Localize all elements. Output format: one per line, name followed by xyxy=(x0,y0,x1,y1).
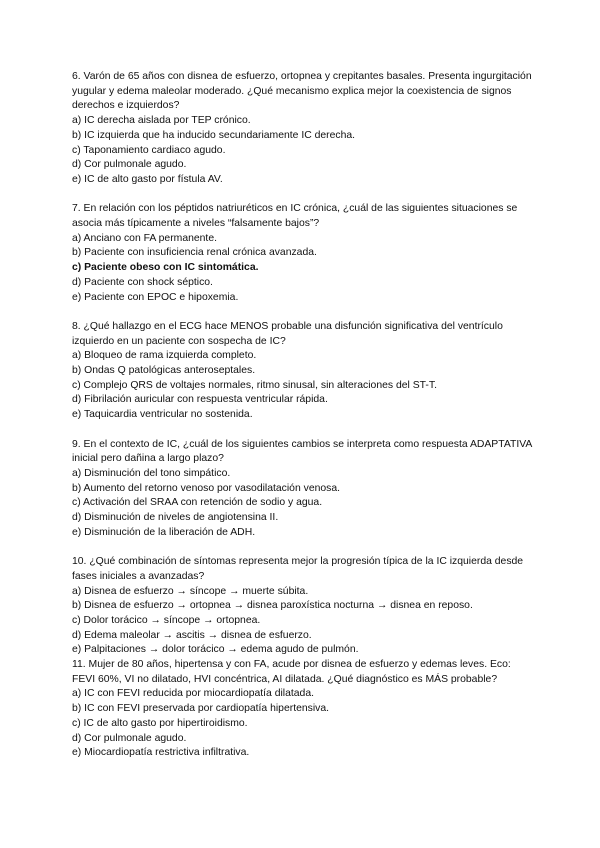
option-c: c) Activación del SRAA con retención de sodio y agua. xyxy=(72,497,323,509)
question-list xyxy=(72,70,532,776)
option-b: b) Aumento del retorno venoso por vasodilatación venosa. xyxy=(72,482,341,494)
option-c: c) Dolor torácico → síncope → ortopnea. xyxy=(72,614,261,626)
question-10 xyxy=(72,555,532,658)
option-c: c) Complejo QRS de voltajes normales, ritmo sinusal, sin alteraciones del ST-T. xyxy=(72,379,437,391)
option-a: a) IC derecha aislada por TEP crónico. xyxy=(72,115,251,127)
option-d: d) Cor pulmonale agudo. xyxy=(72,732,187,744)
option-d: d) Disminución de niveles de angiotensina II. xyxy=(72,512,279,524)
option-d: d) Cor pulmonale agudo. xyxy=(72,159,187,171)
question-stem: 8. ¿Qué hallazgo en el ECG hace MENOS probable una disfunción significativa del ventrículo izquierdo en un paciente con sospecha de IC? xyxy=(72,320,503,347)
option-b: b) Ondas Q patológicas anteroseptales. xyxy=(72,365,256,377)
option-c-highlighted: c) Paciente obeso con IC sintomática. xyxy=(72,262,259,274)
option-b: b) Disnea de esfuerzo → ortopnea → disnea paroxística nocturna → disnea en reposo. xyxy=(72,600,473,612)
question-7 xyxy=(72,202,532,305)
option-b: b) IC izquierda que ha inducido secundariamente IC derecha. xyxy=(72,129,356,141)
option-a: a) Bloqueo de rama izquierda completo. xyxy=(72,350,257,362)
option-e: e) Taquicardia ventricular no sostenida. xyxy=(72,409,253,421)
option-e: e) Miocardiopatía restrictiva infiltrativa. xyxy=(72,747,250,759)
option-c: c) IC de alto gasto por hipertiroidismo. xyxy=(72,717,248,729)
option-a: a) Disnea de esfuerzo → síncope → muerte súbita. xyxy=(72,585,309,597)
option-b: b) Paciente con insuficiencia renal crónica avanzada. xyxy=(72,247,317,259)
option-d: d) Fibrilación auricular con respuesta ventricular rápida. xyxy=(72,394,328,406)
option-a: a) Disminución del tono simpático. xyxy=(72,467,231,479)
question-8 xyxy=(72,320,532,423)
question-stem: 6. Varón de 65 años con disnea de esfuerzo, ortopnea y crepitantes basales. Presenta ingurgitación yugular y edema maleolar moderado. ¿Qué mecanismo explica mejor la coexistencia de signos derechos e izquierdos? xyxy=(72,71,532,112)
option-a: a) IC con FEVI reducida por miocardiopatía dilatada. xyxy=(72,688,314,700)
option-e: e) Paciente con EPOC e hipoxemia. xyxy=(72,291,239,303)
option-e: e) IC de alto gasto por fístula AV. xyxy=(72,173,223,185)
option-b: b) IC con FEVI preservada por cardiopatía hipertensiva. xyxy=(72,703,330,715)
question-stem: 11. Mujer de 80 años, hipertensa y con FA, acude por disnea de esfuerzo y edemas leves. Eco: FEVI 60%, VI no dilatado, HVI concéntrica, AI dilatada. ¿Qué diagnóstico es MÁS probable? xyxy=(72,659,511,685)
question-stem: 10. ¿Qué combinación de síntomas representa mejor la progresión típica de la IC izquierda desde fases iniciales a avanzadas? xyxy=(72,556,524,582)
question-11 xyxy=(72,658,532,761)
option-e: e) Disminución de la liberación de ADH. xyxy=(72,526,256,538)
option-a: a) Anciano con FA permanente. xyxy=(72,232,217,244)
option-e: e) Palpitaciones → dolor torácico → edema agudo de pulmón. xyxy=(72,644,359,656)
question-9 xyxy=(72,438,532,541)
option-d: d) Paciente con shock séptico. xyxy=(72,276,213,288)
option-d: d) Edema maleolar → ascitis → disnea de esfuerzo. xyxy=(72,629,312,641)
option-c: c) Taponamiento cardiaco agudo. xyxy=(72,144,226,156)
question-stem: 7. En relación con los péptidos natriuréticos en IC crónica, ¿cuál de las siguientes situaciones se asocia más típicamente a niveles “falsamente bajos”? xyxy=(72,203,518,230)
question-6 xyxy=(72,70,532,188)
question-stem: 9. En el contexto de IC, ¿cuál de los siguientes cambios se interpreta como respuesta ADAPTATIVA inicial pero dañina a largo plazo? xyxy=(72,438,532,465)
